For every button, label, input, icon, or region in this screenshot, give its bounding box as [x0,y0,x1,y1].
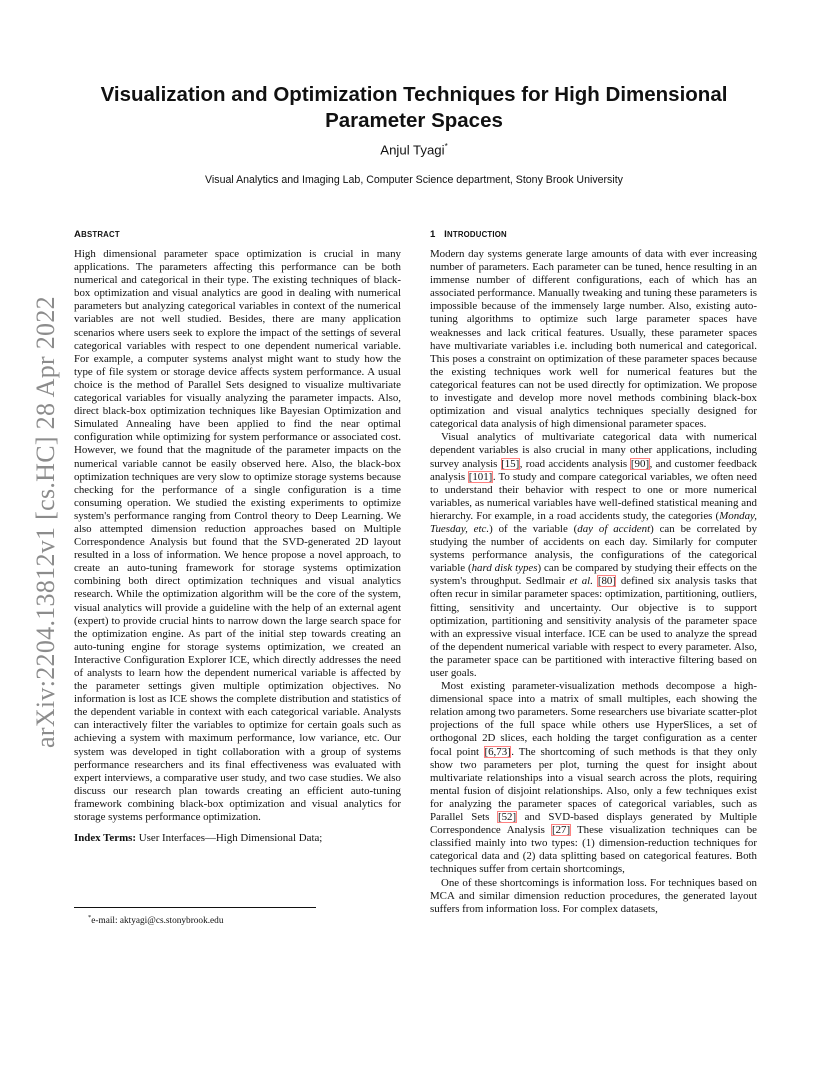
footnote-mark: * [88,914,92,921]
footnote [88,912,223,927]
citation-link[interactable]: [101] [468,470,493,483]
author-footnote-mark: * [444,142,448,151]
abstract-text: High dimensional parameter space optimization is crucial in many applications. The parameters affecting this performance can be both numerical and categorical in their type. The existing techniques of black-box optimization and visual analytics are good in dealing with numerical parameters but analyzing categorical variables in context of the numerical variables are not well studied. Besides, there are many application scenarios where users seek to explore the impact of the settings of several categorical variables with respect to one dependent numerical variable. For example, a computer systems analyst might want to study how the type of file system or storage device affects system performance. A usual choice is the method of Parallel Sets designed to visualize multivariate categorical variables for visually analyzing the parameter impacts. Also, direct black-box optimization techniques like Bayesian Optimization and Simulated Annealing have been applied to find the near optimal configuration while optimizing for system performance or associated cost. However, we found that the magnitude of the parameter impacts on the numerical variable cannot be easily observed here. Also, the black-box optimization techniques are very slow to optimize storage systems because checking for the performance of a single configuration is a time consuming operation. We studied the existing experiments to optimize system's performance ranging from Control theory to Deep Learning. We also attempted dimension reduction approaches based on Multiple Correspondence Analysis but found that the SVD-generated 2D layout resulted in a loss of information. We hence propose a novel approach, to create an auto-tuning framework for storage systems optimization combining both direct optimization techniques and visual analytics research. While the optimization algorithm will be the core of the system, visual analytics will provide a guideline with the help of an external agent (expert) to provide crucial hints to narrow down the large search space for the optimization engine. As part of the initial step towards creating an auto-tuning engine for storage systems optimization, we created an Interactive Configuration Explorer ICE, which directly addresses the need of analysts to learn how the dependent numerical variable is affected by the parameter settings given multiple optimization objectives. No information is lost as ICE shows the complete distribution and statistics of the dependent variable in context with each categorical variable. Analysts can interactively filter the variables to optimize for certain goals such as achieving a system with maximum performance, low variance, etc. Our system was developed in tight collaboration with a group of systems performance researchers and its final effectiveness was evaluated with expert interviews, a comparative user study, and two case studies. We also discuss our research plan towards creating an efficient auto-tuning framework combining black-box optimization and visual analytics for storage systems performance optimization. [74,248,401,824]
intro-paragraph-4: One of these shortcomings is information loss. For techniques based on MCA and similar dimension reduction procedures, the generated layout suffers from information loss. For complex datasets, [430,876,757,915]
left-column [74,228,401,845]
arxiv-stamp [26,282,66,762]
citation-link[interactable]: [90] [630,457,650,470]
citation-link[interactable]: [52] [497,811,517,824]
author-line [0,142,828,157]
citation-link[interactable]: [27] [551,824,571,837]
introduction-heading: 1 INTRODUCTION [430,229,507,240]
author-name: Anjul Tyagi [380,142,445,158]
abstract-heading: ABSTRACT [74,229,120,240]
citation-link[interactable]: [6,73] [484,745,511,758]
footnote-email: e-mail: aktyagi@cs.stonybrook.edu [91,916,224,927]
citation-link[interactable]: [80] [597,575,616,588]
paper-title: Visualization and Optimization Techniques for High Dimensional Parameter Spaces [100,83,728,132]
intro-paragraph-2: Visual analytics of multivariate categorical data with numerical dependent variables is also crucial in many other applications, including survey analysis [15], road accidents analysis [90], and customer feedback analysis [101]. To study and compare categorical variables, we often need to understand their behavior with respect to one or more numerical variables, as numerical variables have well-defined statistical meaning and hierarchy. For example, in a road accidents study, the categories (Monday, Tuesday, etc.) of the variable (day of accident) can be correlated by studying the number of accidents on each day. Similarly for computer systems performance analysis, the configurations of the categorical variable (hard disk types) can be compared by studying their effects on the system's throughput. Sedlmair et al. [80] defined six analysis tasks that often recur in similar parameter spaces: optimization, partitioning, outliers, fitting, sensitivity and uncertainty. Our objective is to support optimization, partitioning and sensitivity analysis of the parameter space with an expressive visual interface. ICE can be used to analyze the spread of the dependent numerical variable with respect to every parameter. Also, the parameter space can be partitioned with interactive filtering based on user goals. [430,431,758,679]
citation-link[interactable]: [15] [501,457,520,470]
footnote-rule [74,907,316,908]
index-terms-value: User Interfaces—High Dimensional Data; [138,832,323,845]
right-column [430,228,757,916]
affiliation: Visual Analytics and Imaging Lab, Computer Science department, Stony Brook University [205,174,623,186]
intro-paragraph-3: Most existing parameter-visualization methods decompose a high-dimensional space into a matrix of small multiples, each showing the relation among two parameters. Some researchers use bivariate scatter-plot projections of the full space while others use HyperSlices, a set of orthogonal 2D slices, each holding the target configuration as a center focal point [6,73]. The shortcoming of such methods is that they only show two parameters per plot, turning the quest for insight about multivariate relationships into a visual search across the plots, requiring mental fusion of disjoint relationships. Also, only a few techniques exist for analyzing the parameter spaces of categorical variables, such as Parallel Sets [52] and SVD-based displays generated by Multiple Correspondence Analysis [27] These visualization techniques can be classified mainly into two types: (1) dimension-reduction techniques for categorical data and (2) data splitting based on categorical features. Both techniques suffer from certain shortcomings, [430,680,757,876]
arxiv-stamp-text: arXiv:2204.13812v1 [cs.HC] 28 Apr 2022 [31,296,60,748]
intro-paragraph-1: Modern day systems generate large amounts of data with ever increasing number of parameters. Each parameter can be tuned, hence resulting in an immense number of different configurations, each of which has an associated performance. Manually tweaking and tuning these parameters is impossible because of the immensely large number. Also, existing auto-tuning algorithms to optimize such large parameter spaces have weaknesses and lack critical features. Usually, these parameter spaces have multivariate variables i.e. including both numerical and categorical. This poses a constraint on optimization of these parameter spaces because the existing techniques work well for numerical features but the categorical features can not be used directly for optimization. We propose to investigate and develop more novel methods combining black-box optimization and visual analytics techniques specially designed for categorical data analysis of high dimensional parameter spaces. [430,248,757,431]
index-terms [74,832,401,845]
index-terms-label: Index Terms: [74,832,137,845]
